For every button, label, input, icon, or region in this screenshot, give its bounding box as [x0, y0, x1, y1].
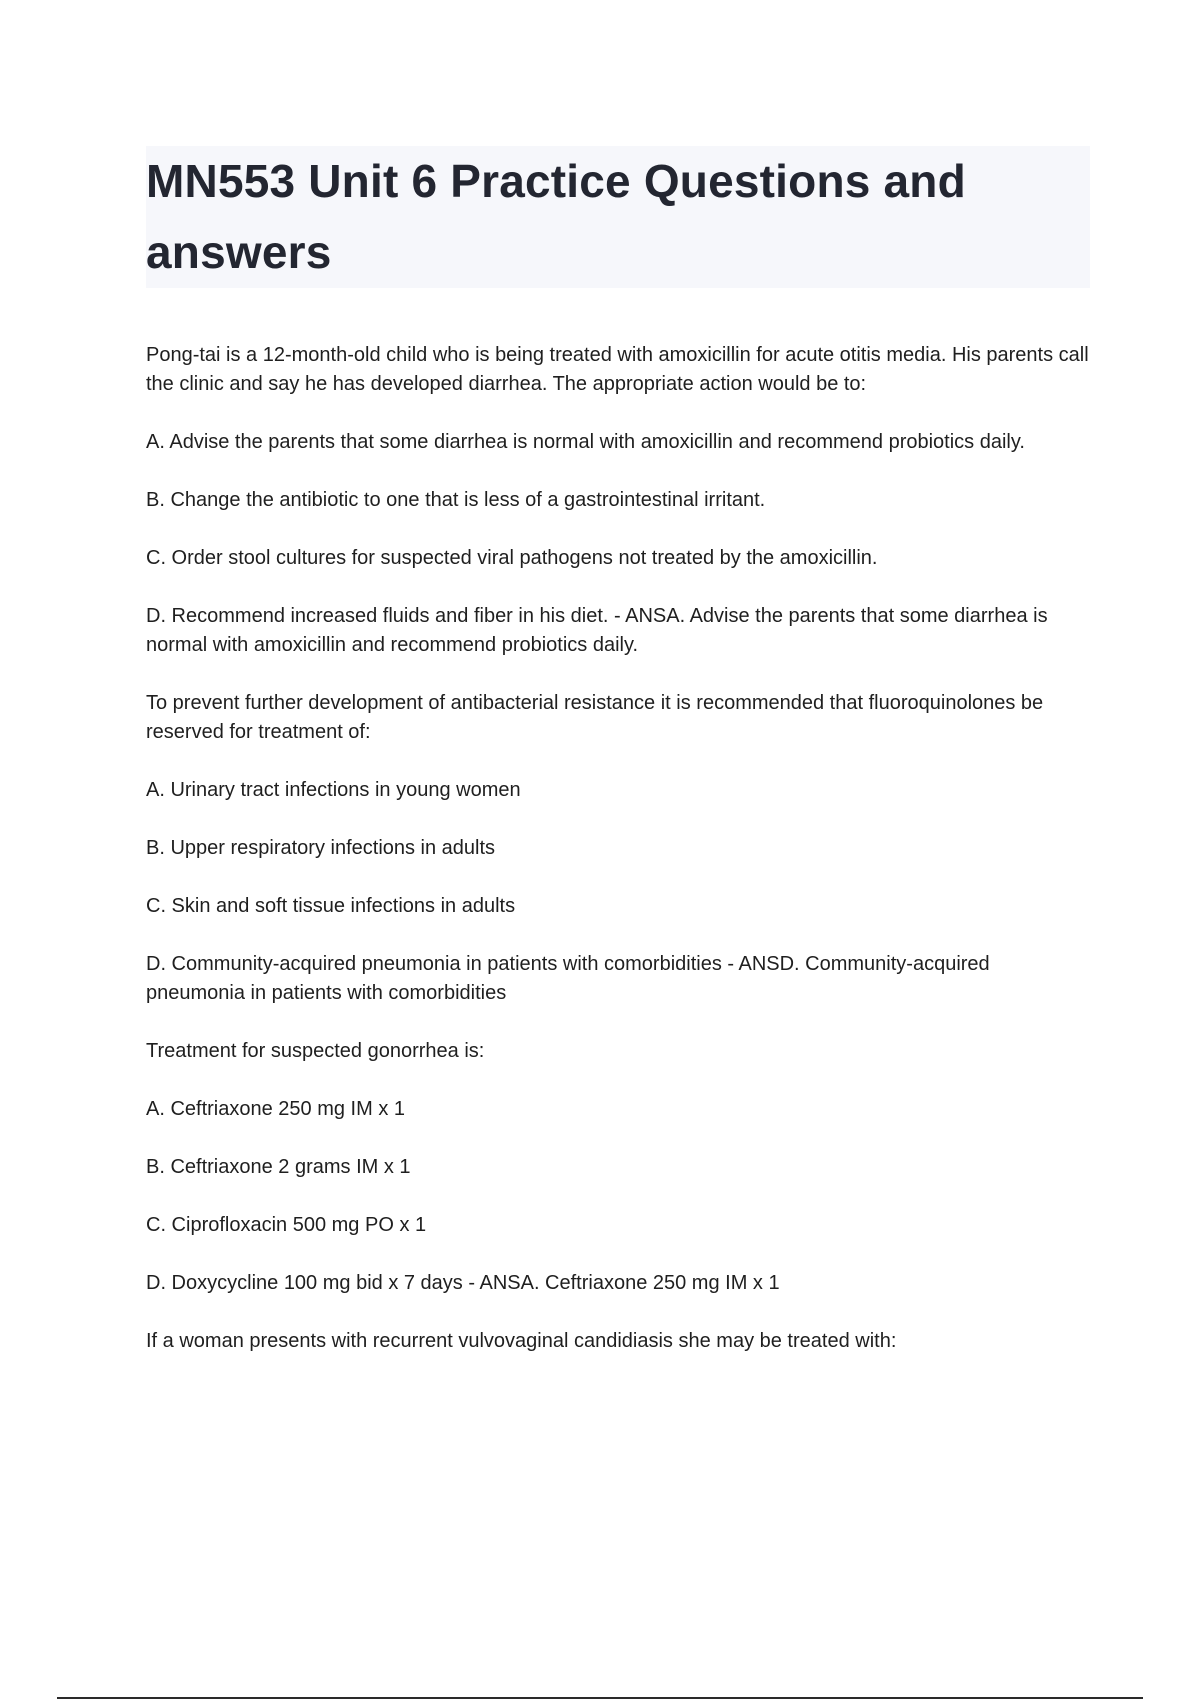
document-body: [146, 341, 1090, 1385]
question-3-stem: Treatment for suspected gonorrhea is:: [146, 1040, 485, 1062]
question-2-stem: To prevent further development of antibacterial resistance it is recommended that fluoroquinolones be reserved for treatment of:: [146, 692, 1044, 743]
question-4-stem: If a woman presents with recurrent vulvovaginal candidiasis she may be treated with:: [146, 1330, 897, 1352]
question-3-option-c: C. Ciprofloxacin 500 mg PO x 1: [146, 1214, 427, 1236]
question-1-option-b: B. Change the antibiotic to one that is less of a gastrointestinal irritant.: [146, 489, 766, 511]
question-3-option-b: B. Ceftriaxone 2 grams IM x 1: [146, 1156, 411, 1178]
question-2-option-b: B. Upper respiratory infections in adults: [146, 837, 496, 859]
question-2-option-c: C. Skin and soft tissue infections in adults: [146, 895, 516, 917]
page-bottom-rule: [57, 1697, 1143, 1699]
question-1-option-d-answer: D. Recommend increased fluids and fiber in his diet. - ANSA. Advise the parents that some diarrhea is normal with amoxicillin and recommend probiotics daily.: [146, 605, 1048, 656]
question-1-stem: Pong-tai is a 12-month-old child who is being treated with amoxicillin for acute otitis media. His parents call the clinic and say he has developed diarrhea. The appropriate action would be to:: [146, 344, 1089, 395]
question-2-option-d-answer: D. Community-acquired pneumonia in patients with comorbidities - ANSD. Community-acquired pneumonia in patients with comorbidities: [146, 953, 990, 1004]
question-1-option-c: C. Order stool cultures for suspected viral pathogens not treated by the amoxicillin.: [146, 547, 878, 569]
page-title: MN553 Unit 6 Practice Questions and answers: [146, 155, 966, 278]
question-3-option-d-answer: D. Doxycycline 100 mg bid x 7 days - ANSA. Ceftriaxone 250 mg IM x 1: [146, 1272, 780, 1294]
question-3-option-a: A. Ceftriaxone 250 mg IM x 1: [146, 1098, 406, 1120]
title-block: [146, 146, 1090, 288]
question-1-option-a: A. Advise the parents that some diarrhea is normal with amoxicillin and recommend probiotics daily.: [146, 431, 1025, 453]
question-2-option-a: A. Urinary tract infections in young women: [146, 779, 521, 801]
